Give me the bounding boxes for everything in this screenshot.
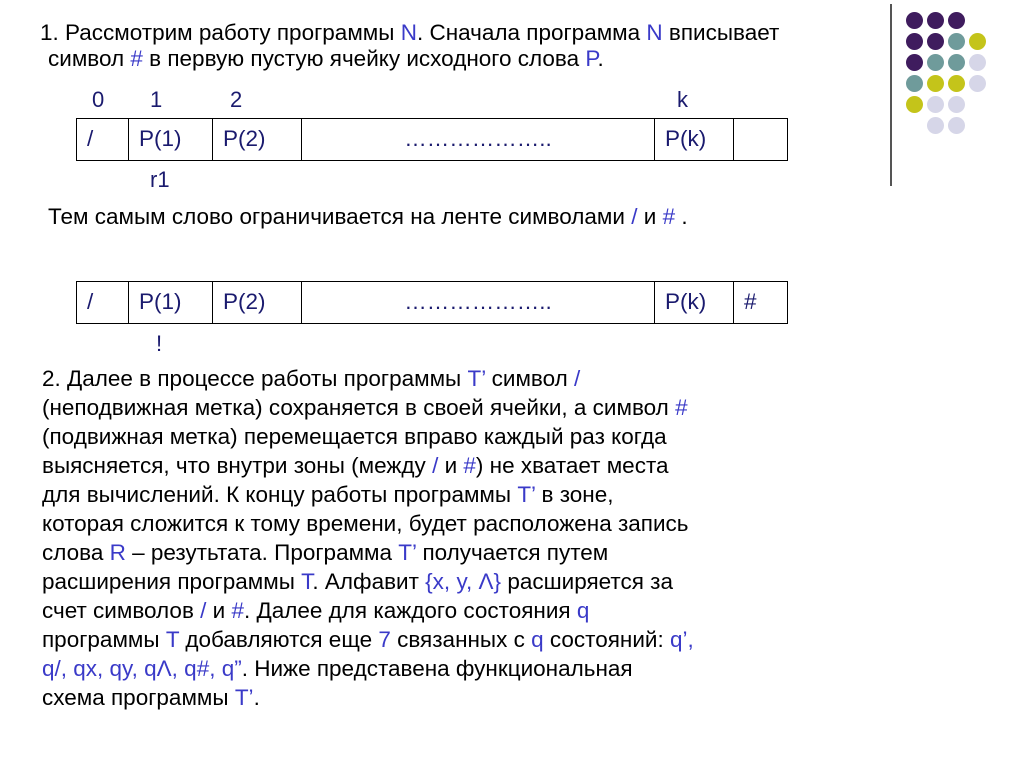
decorative-dot <box>948 117 965 134</box>
index-2: 2 <box>230 87 243 112</box>
paragraph-2-line-2: (неподвижная метка) сохраняется в своей ячейки, а символ # <box>42 395 688 420</box>
paragraph-2-line-3: (подвижная метка) перемещается вправо каждый раз когда <box>42 424 667 449</box>
decorative-dot <box>927 75 944 92</box>
paragraph-2-line-8: расширения программы T. Алфавит {x, y, Λ} расширяется за <box>42 569 674 594</box>
decorative-dot <box>906 54 923 71</box>
tape-1 <box>76 118 788 161</box>
tape-1-cell-1: P(1) <box>129 119 213 160</box>
decorative-dot <box>969 33 986 50</box>
tape-2-cell-k: P(k) <box>655 282 734 323</box>
decorative-dot <box>927 12 944 29</box>
tape-1-cell-k: P(k) <box>655 119 734 160</box>
decorative-dot <box>906 75 923 92</box>
decorative-dot <box>969 75 986 92</box>
middle-sentence: Тем самым слово ограничивается на ленте символами / и # . <box>48 204 688 229</box>
decorative-dot <box>927 54 944 71</box>
tape-1-cell-2: P(2) <box>213 119 302 160</box>
tape-2-cell-hash: # <box>744 289 757 314</box>
tape-2-cell-2: P(2) <box>213 282 302 323</box>
tape-2-cell-dots: ……………….. <box>302 282 655 323</box>
tape-1-cell-0: / <box>77 119 129 160</box>
head-marker-exclamation: ! <box>156 331 163 356</box>
decorative-dot <box>906 12 923 29</box>
paragraph-2-line-7: слова R – резутьтата. Программа T’ получается путем <box>42 540 609 565</box>
paragraph-2-line-12: схема программы T’. <box>42 685 260 710</box>
paragraph-2-line-10: программы T добавляются еще 7 связанных с q состояний: q’, <box>42 627 694 652</box>
paragraph-2-line-6: которая сложится к тому времени, будет расположена запись <box>42 511 689 536</box>
paragraph-1-line-1: 1. Рассмотрим работу программы N. Сначала программа N вписывает <box>40 20 780 45</box>
index-k: k <box>677 87 688 112</box>
decorative-dot <box>948 75 965 92</box>
paragraph-2-line-9: счет символов / и #. Далее для каждого состояния q <box>42 598 590 623</box>
tape-1-cell-empty <box>734 119 787 160</box>
decorative-dot <box>927 33 944 50</box>
decorative-dot <box>948 96 965 113</box>
decorative-dot <box>927 117 944 134</box>
paragraph-1-line-2: символ # в первую пустую ячейку исходного слова P. <box>48 46 604 71</box>
decorative-dot <box>906 96 923 113</box>
decorative-dot <box>948 33 965 50</box>
paragraph-2-line-11: q/, qx, qy, qΛ, q#, q”. Ниже представена функциональная <box>42 656 633 681</box>
index-0: 0 <box>92 87 105 112</box>
tape-2-cell-1: P(1) <box>129 282 213 323</box>
tape-2 <box>76 281 788 324</box>
decorative-dot <box>906 33 923 50</box>
paragraph-2-line-1: 2. Далее в процессе работы программы T’ символ / <box>42 366 581 391</box>
decorative-dot <box>969 54 986 71</box>
tape-1-cell-dots: ……………….. <box>302 119 655 160</box>
decorative-dot <box>927 96 944 113</box>
decorative-dot <box>948 12 965 29</box>
decorative-dot <box>948 54 965 71</box>
paragraph-2-line-4: выясняется, что внутри зоны (между / и #) не хватает места <box>42 453 669 478</box>
head-marker-r1: r1 <box>150 167 170 192</box>
index-1: 1 <box>150 87 163 112</box>
paragraph-2-line-5: для вычислений. К концу работы программы T’ в зоне, <box>42 482 614 507</box>
tape-2-cell-0: / <box>77 282 129 323</box>
decorative-divider-line <box>890 4 892 186</box>
